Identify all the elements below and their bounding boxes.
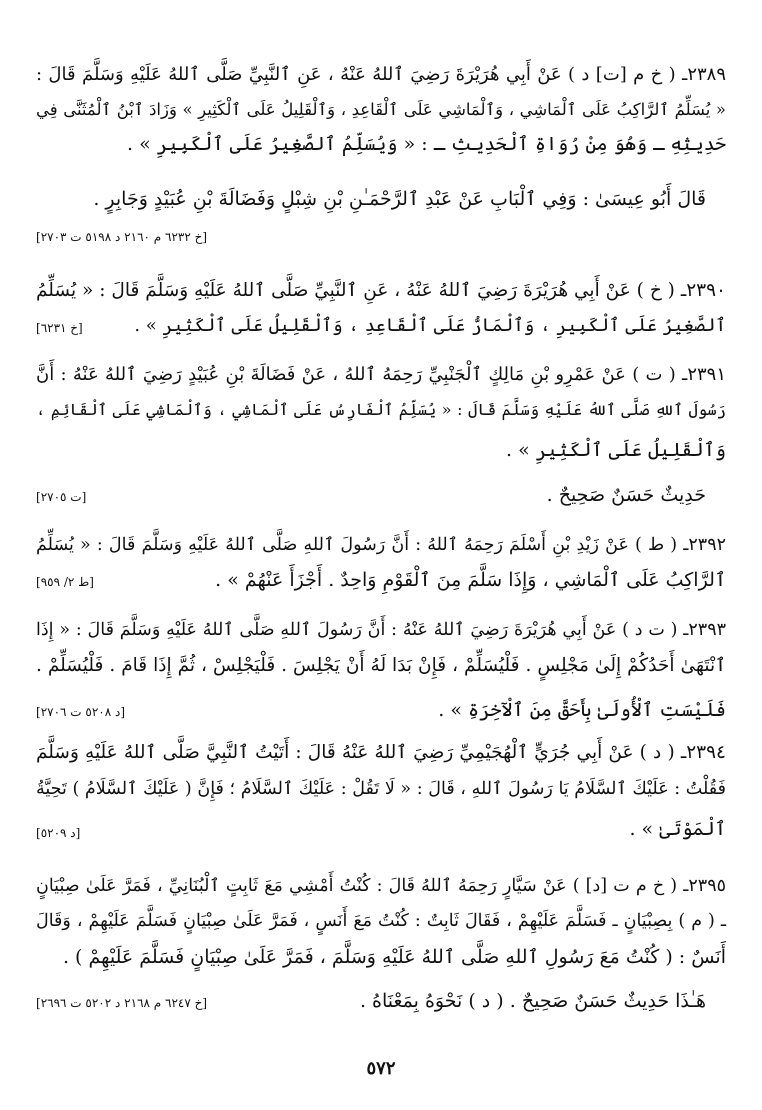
hadith-line: ٢٣٩١ـ ( ت ) عَنْ عَمْرِو بْنِ مَالِكٍ ٱلْجَنْبِيِّ رَحِمَهُ ٱللهُ ، عَنْ فَضَالَةَ بْنِ عُبَيْدٍ رَضِيَ ٱللهُ عَنْهُ : أَنَّ (36, 364, 726, 385)
hadith-line: فَقُلْتُ : عَلَيْكَ ٱلسَّلَامُ يَا رَسُولَ ٱللهِ ، قَالَ : « لَا تَقُلْ : عَلَيْكَ ٱلسَّلَامُ ؛ فَإِنَّ ( عَلَيْكَ ٱلسَّلَامُ ) تَحِيَّةُ (36, 779, 726, 799)
hadith-line: ٢٣٨٩ـ ( خ م [ت] د ) عَنْ أَبِي هُرَيْرَةَ رَضِيَ ٱللهُ عَنْهُ ، عَنِ ٱلنَّبِيِّ صَلَّى ٱللهُ عَلَيْهِ وَسَلَّمَ قَالَ : (36, 64, 726, 85)
hadith-line: رَسُولَ ٱللهِ صَلَّى ٱللهُ عَلَيْهِ وَسَلَّمَ قَالَ : « يُسَلِّمُ ٱلْفَارِسُ عَلَى ٱلْمَاشِي ، وَٱلْمَاشِي عَلَى ٱلْقَائِمِ ، (36, 400, 727, 419)
hadith-reference: [خ ٦٢٣٢ م ٢١٦٠ د ٥١٩٨ ت ٢٧٠٣] (36, 230, 208, 244)
hadith-line: ٱلْمَوْتَىٰ » . (629, 818, 726, 840)
hadith-line: حَدِيثِهِ ـ وَهُوَ مِنْ رُوَاةِ ٱلْحَدِيثِ ـ : « وَيُسَلِّمُ ٱلصَّغِيرُ عَلَى ٱلْكَبِيرِ » . (127, 133, 726, 155)
hadith-line: ٢٣٩٥ـ ( خ م ت [د] ) عَنْ سَيَّارٍ رَحِمَهُ ٱللهُ قَالَ : كُنْتُ أَمْشِي مَعَ ثَابِتٍ ٱلْبُنَانِيِّ ، فَمَرَّ عَلَىٰ صِبْيَانٍ (36, 876, 726, 896)
hadith-reference: [ط ٢/ ٩٥٩] (36, 575, 94, 589)
hadith-reference: [د ٥٢٠٩] (36, 826, 81, 840)
hadith-reference: [خ ٦٢٣١] (36, 321, 83, 335)
hadith-line: هَـٰذَا حَدِيثٌ حَسَنٌ صَحِيحٌ . ( د ) نَحْوَهُ بِمَعْنَاهُ . (359, 990, 706, 1012)
hadith-line: وَٱلْقَلِيلُ عَلَى ٱلْكَثِيرِ » . (506, 439, 726, 461)
page-number: ٥٧٢ (366, 1058, 396, 1079)
hadith-line: أَنَسٌ : ( كُنْتُ مَعَ رَسُولِ ٱللهِ صَلَّى ٱللهُ عَلَيْهِ وَسَلَّمَ ، فَمَرَّ عَلَىٰ صِبْيَانٍ فَسَلَّمَ عَلَيْهِمْ ) . (62, 946, 726, 968)
hadith-line: « يُسَلِّمُ ٱلرَّاكِبُ عَلَى ٱلْمَاشِي ، وَٱلْمَاشِي عَلَى ٱلْقَاعِدِ ، وَٱلْقَلِيلُ عَلَى ٱلْكَثِيرِ » وَزَادَ ٱبْنُ ٱلْمُثَنَّى فِي (36, 100, 726, 119)
hadith-line: ٢٣٩٠ـ ( خ ) عَنْ أَبِي هُرَيْرَةَ رَضِيَ ٱللهُ عَنْهُ ، عَنِ ٱلنَّبِيِّ صَلَّى ٱللهُ عَلَيْهِ وَسَلَّمَ قَالَ : « يُسَلِّمُ (36, 280, 726, 301)
hadith-line: حَدِيثٌ حَسَنٌ صَحِيحٌ . (546, 484, 706, 506)
hadith-line: ـ ( م ) بِصِبْيَانٍ ـ فَسَلَّمَ عَلَيْهِمْ ، فَقَالَ ثَابِتٌ : كُنْتُ مَعَ أَنَسٍ ، فَمَرَّ عَلَىٰ صِبْيَانٍ فَسَلَّمَ عَلَيْهِمْ ، وَقَالَ (36, 911, 726, 931)
hadith-line: ٱلصَّغِيرُ عَلَى ٱلْكَبِيرِ ، وَٱلْمَارُّ عَلَى ٱلْقَاعِدِ ، وَٱلْقَلِيلُ عَلَى ٱلْكَثِيرِ » . (134, 315, 726, 336)
hadith-reference: [ت ٢٧٠٥] (36, 490, 87, 504)
hadith-line: ٱلرَّاكِبُ عَلَى ٱلْمَاشِي ، وَإِذَا سَلَّمَ مِنَ ٱلْقَوْمِ وَاحِدٌ . أَجْزَأَ عَنْهُمْ » . (215, 569, 726, 591)
hadith-line: ٢٣٩٣ـ ( ت د ) عَنْ أَبِي هُرَيْرَةَ رَضِيَ ٱللهُ عَنْهُ : أَنَّ رَسُولَ ٱللهِ صَلَّى ٱللهُ عَلَيْهِ وَسَلَّمَ قَالَ : « إِذَا (36, 620, 726, 640)
hadith-line: قَالَ أَبُو عِيسَىٰ : وَفِي ٱلْبَابِ عَنْ عَبْدِ ٱلرَّحْمَـٰنِ بْنِ شِبْلٍ وَفَضَالَةَ بْنِ عُبَيْدٍ وَجَابِرٍ . (93, 188, 706, 210)
hadith-reference: [د ٥٢٠٨ ت ٢٧٠٦] (36, 705, 126, 719)
hadith-line: ٢٣٩٤ـ ( د ) عَنْ أَبِي جُرَيٍّ ٱلْهُجَيْمِيِّ رَضِيَ ٱللهُ عَنْهُ قَالَ : أَتَيْتُ ٱلنَّبِيَّ صَلَّى ٱللهُ عَلَيْهِ وَسَلَّمَ (36, 742, 726, 763)
hadith-reference: [خ ٦٢٤٧ م ٢١٦٨ د ٥٢٠٢ ت ٢٦٩٦] (36, 996, 208, 1010)
hadith-line: ٱنْتَهَىٰ أَحَدُكُمْ إِلَىٰ مَجْلِسٍ . فَلْيُسَلِّمْ ، فَإِنْ بَدَا لَهُ أَنْ يَجْلِسَ . فَلْيَجْلِسْ ، ثُمَّ إِذَا قَامَ . فَلْيُسَلِّمْ . (36, 655, 726, 676)
hadith-line: فَلَيْسَتِ ٱلْأُولَىٰ بِأَحَقَّ مِنَ ٱلْآخِرَةِ » . (438, 699, 726, 721)
hadith-line: ٢٣٩٢ـ ( ط ) عَنْ زَيْدِ بْنِ أَسْلَمَ رَحِمَهُ ٱللهُ : أَنَّ رَسُولَ ٱللهِ صَلَّى ٱللهُ عَلَيْهِ وَسَلَّمَ قَالَ : « يُسَلِّمُ (36, 535, 726, 555)
